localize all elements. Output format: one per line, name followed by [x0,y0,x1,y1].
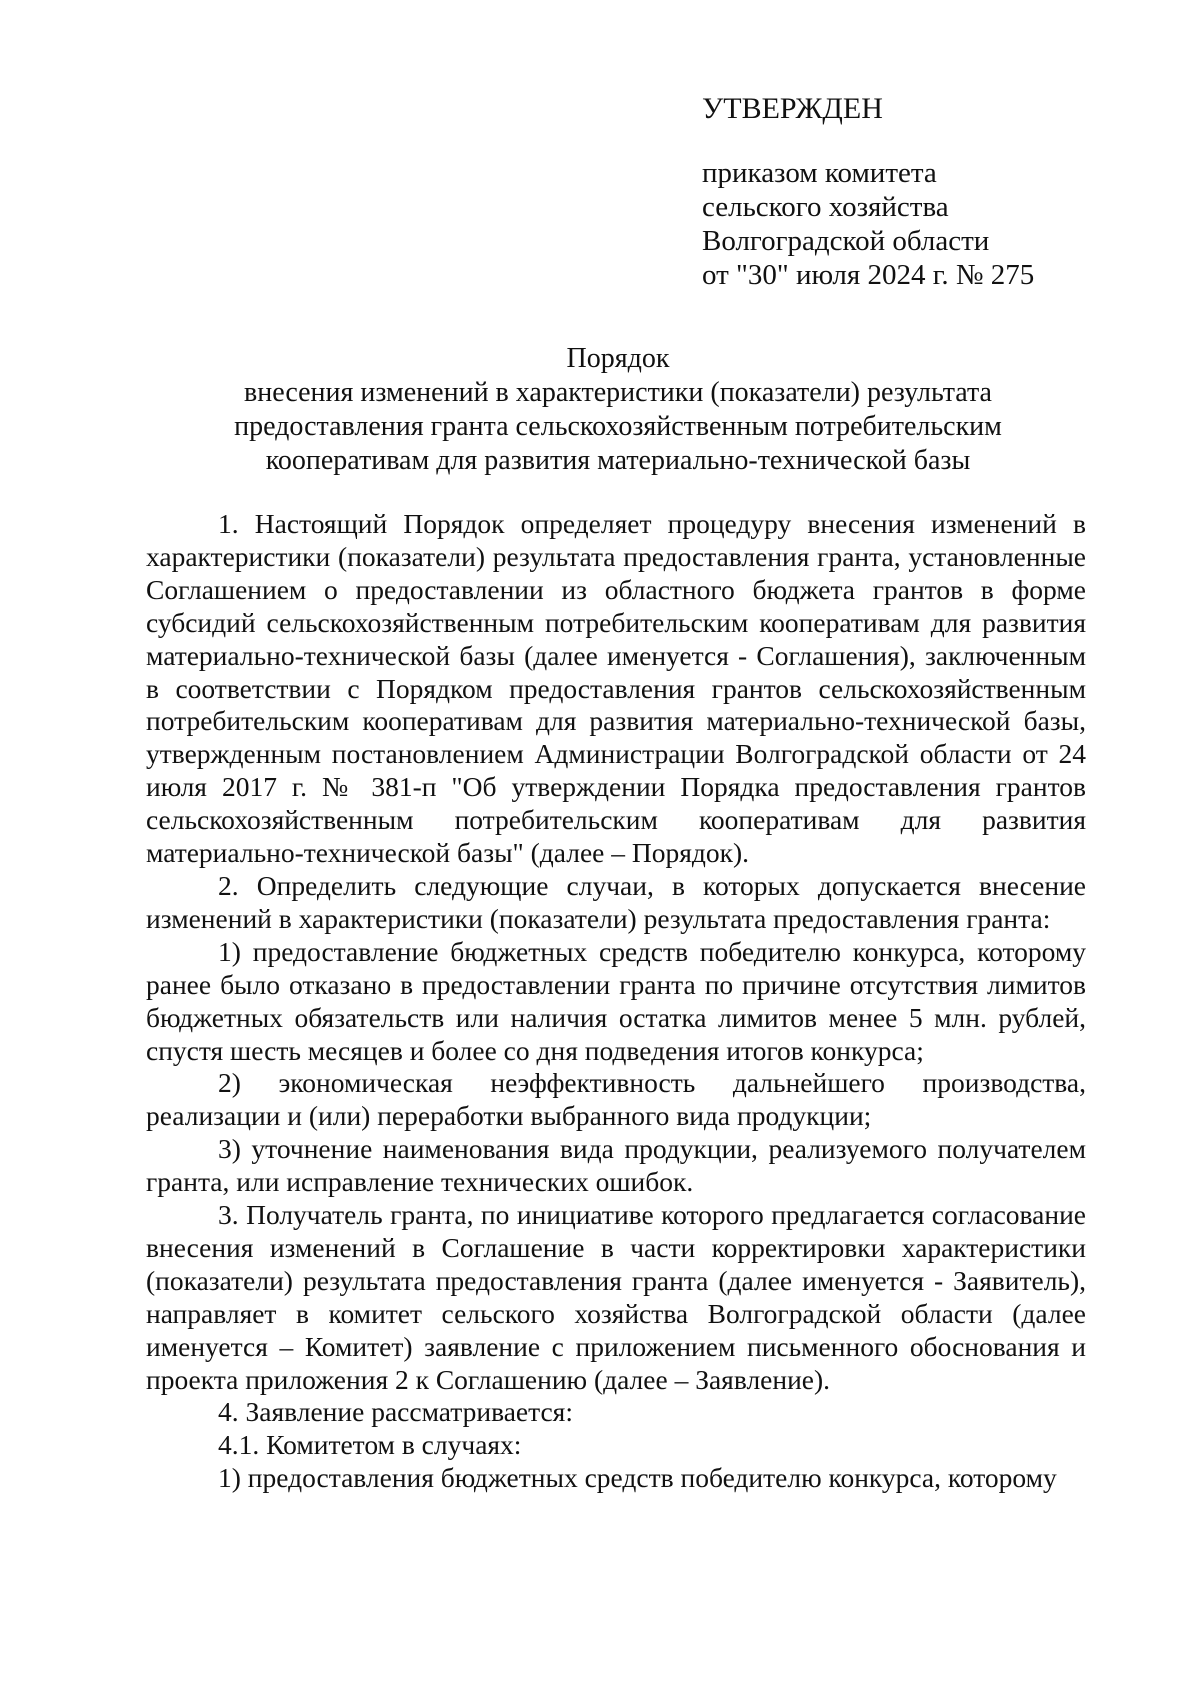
approval-line: от "30" июля 2024 г. № 275 [702,259,1035,291]
paragraph-4: 4. Заявление рассматривается: [218,1396,573,1428]
heading-subtitle-line: предоставления гранта сельскохозяйственным потребительским [234,411,1002,442]
approval-line: сельского хозяйства [702,191,949,223]
approval-title: УТВЕРЖДЕН [702,92,883,125]
paragraph-2-item-2: 2) экономическая неэффективность дальнейшего производства, реализации и (или) переработки выбранного вида продукции; [146,1067,1086,1132]
approval-stamp [702,92,1034,292]
heading-title: Порядок [566,343,670,374]
paragraph-3: 3. Получатель гранта, по инициативе которого предлагается согласование внесения изменений в Соглашение в части корректировки характеристики (показатели) результата предоставления гранта (далее именуется - Заявитель), направляет в комитет сельского хозяйства Волгоградской области (далее именуется – Комитет) заявление с приложением письменного обоснования и проекта приложения 2 к Соглашению (далее – Заявление). [146,1199,1086,1395]
paragraph-2-item-3: 3) уточнение наименования вида продукции, реализуемого получателем гранта, или исправление технических ошибок. [146,1133,1086,1198]
approval-line: Волгоградской области [702,225,990,257]
document-heading [150,342,1086,478]
paragraph-1: 1. Настоящий Порядок определяет процедуру внесения изменений в характеристики (показатели) результата предоставления гранта, установленные Соглашением о предоставлении из областного бюджета грантов в форме субсидий сельскохозяйственным потребительским кооперативам для развития материально-технической базы (далее именуется - Соглашения), заключенным в соответствии с Порядком предоставления грантов сельскохозяйственным потребительским кооперативам для развития материально-технической базы, утвержденным постановлением Администрации Волгоградской области от 24 июля 2017 г. № 381-п "Об утверждении Порядка предоставления грантов сельскохозяйственным потребительским кооперативам для развития материально-технической базы" (далее – Порядок). [146,508,1086,869]
heading-subtitle-line: внесения изменений в характеристики (показатели) результата [244,377,992,408]
heading-subtitle-line: кооперативам для развития материально-технической базы [265,445,971,476]
paragraph-4-1-item-1: 1) предоставления бюджетных средств победителю конкурса, которому [218,1462,1057,1494]
approval-line: приказом комитета [702,157,937,189]
paragraph-2-item-1: 1) предоставление бюджетных средств победителю конкурса, которому ранее было отказано в предоставлении гранта по причине отсутствия лимитов бюджетных обязательств или наличия остатка лимитов менее 5 млн. рублей, спустя шесть месяцев и более со дня подведения итогов конкурса; [146,935,1086,1066]
document-body [146,508,1086,1495]
paragraph-2: 2. Определить следующие случаи, в которых допускается внесение изменений в характеристики (показатели) результата предоставления гранта: [146,869,1086,934]
paragraph-4-1: 4.1. Комитетом в случаях: [218,1429,522,1461]
